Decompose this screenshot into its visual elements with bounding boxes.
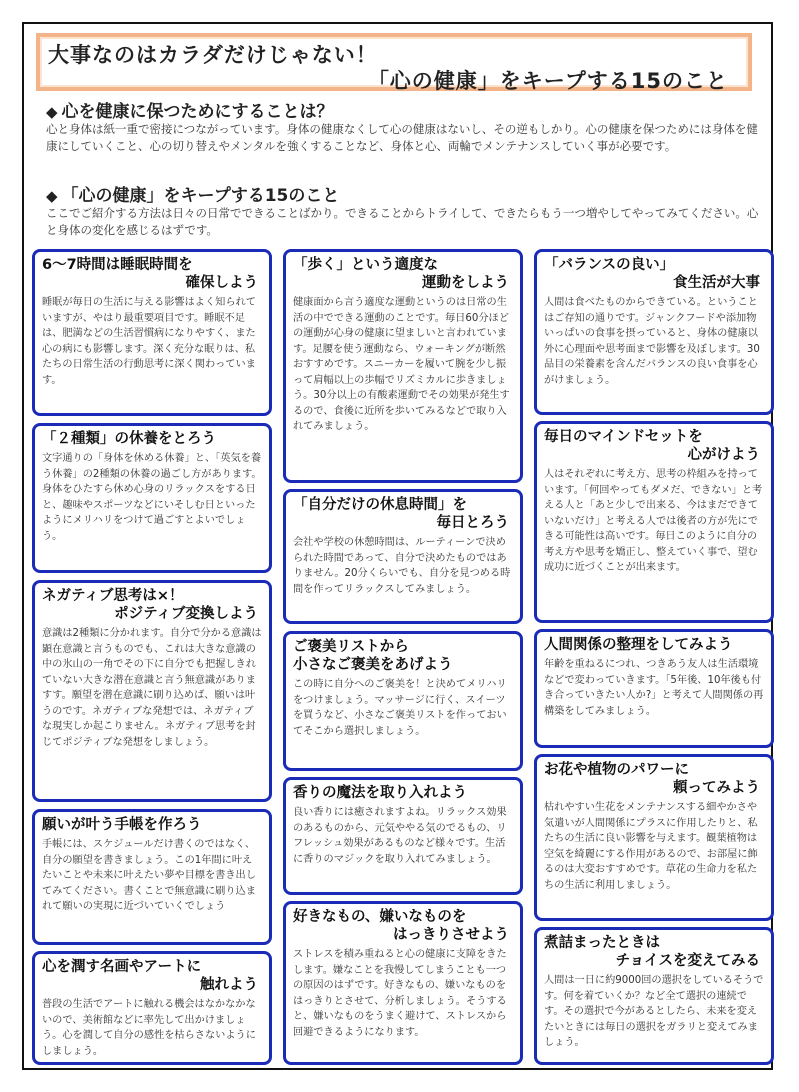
card-title-line-1: 煮詰まったときは — [544, 935, 660, 951]
card-body: 良い香りには癒されますよね。リラックス効果のあるものから、元気ややる気のでるもの、リフレッシュ効果があるものなど様々です。生活に香りのマジックを取り入れてみましょう。 — [293, 807, 507, 865]
card-relations — [534, 629, 774, 748]
title-banner — [36, 33, 752, 91]
card-notebook — [32, 809, 272, 945]
card-rest — [32, 423, 272, 573]
card-title — [293, 908, 513, 944]
card-title — [544, 428, 764, 464]
card-title-line-1: 人間関係の整理をしてみよう — [544, 637, 733, 653]
card-body: 普段の生活でアートに触れる機会はなかなかないので、美術館などに率先して出かけましょう。心を潤して自分の感性を枯らさないようにしましょう。 — [42, 999, 256, 1057]
section-text-1: 心と身体は紙一重で密接につながっています。身体の健康なくして心の健康はないし、その逆もしかり。心の健康を保つためには身体を健康にしていくこと、心の切り替えやメンタルを強くすることなど、身体と心、両輪でメンテナンスしていく事が必要です。 — [46, 122, 758, 153]
title-line-2: 「心の健康」をキープする15のこと — [367, 69, 728, 93]
card-body: 手帳には、スケジュールだけ書くのではなく、自分の願望を書きましょう。この1年間に叶えたいことや未来に叶えたい夢や目標を書き出してみてください。書くことで無意識に刷り込まれて願いの実現に近づいていくでしょう — [42, 839, 256, 912]
card-title-line-2: 触れよう — [200, 977, 258, 993]
card-title-line-1: 「歩く」という適度な — [293, 257, 438, 273]
card-title-line-2: 頼ってみよう — [673, 780, 760, 796]
card-body: 枯れやすい生花をメンテナンスする細やかさや気遣いが人間関係にプラスに作用したりと、私たちの生活に良い影響を与えます。観葉植物は空気を綺麗にする作用があるので、お部屋に飾るのは大変おすすめです。草花の生命力を私たちの生活に利用しましょう。 — [544, 802, 758, 891]
card-title-line-2: 食生活が大事 — [673, 275, 760, 291]
card-title-line-1: 「バランスの良い」 — [544, 257, 675, 273]
card-mindset — [534, 421, 774, 623]
card-body: 人間は食べたものからできている。ということはご存知の通りです。ジャンクフードや添加物いっぱいの食事を摂っていると、身体の健康以外に心理面や思考面まで影響を及ぼします。30品目の栄養素を含んだバランスの良い食事を心がけましょう。 — [544, 297, 760, 386]
card-title-line-2: チョイスを変えてみる — [615, 953, 760, 969]
card-body: 年齢を重ねるにつれ、つきあう友人は生活環境などで変わっていきます。「5年後、10年後も付き合っていきたい人か?」と考えて人間関係の再構築をしてみましょう。 — [544, 659, 764, 717]
card-body: 会社や学校の休憩時間は、ルーティーンで決められた時間であって、自分で決めたものではありません。20分くらいでも、自分を見つめる時間を作ってリラックスしてみましょう。 — [293, 537, 511, 595]
card-walk — [283, 249, 523, 483]
section-heading-1 — [46, 97, 334, 122]
card-title-line-1: 香りの魔法を取り入れよう — [293, 785, 467, 801]
card-title — [544, 256, 764, 292]
card-art — [32, 951, 272, 1065]
card-title — [42, 587, 262, 623]
card-positive — [32, 580, 272, 802]
card-body: ストレスを積み重ねると心の健康に支障をきたします。嫌なことを我慢してしまうことも一つの原因のはずです。好きなもの、嫌いなものをはっきりとさせて、分析しましょう。そうすると、嫌いなものをうまく避けて、ストレスから回避できるようになります。 — [293, 949, 507, 1038]
card-title — [42, 430, 262, 448]
card-title-line-1: ネガティブ思考は×！ — [42, 588, 184, 604]
card-title — [293, 638, 513, 674]
card-body: 意識は2種類に分かれます。自分で分かる意識は顕在意識と言うものでも、これは大きな意識の中の氷山の一角でその下に自分でも把握しきれていない大きな潜在意識と言う無意識がありますす。願望を潜在意識に刷り込めば、願いは叶うのです。ネガティブな発想では、ネガティブな現実しか起こりません。ネガティブ思考を封じてポジティブな発想をしましょう。 — [42, 628, 262, 748]
card-body: 人間は一日に約9000回の選択をしているそうです。何を着ていくか？など全て選択の連続です。その選択で今があるとしたら、未来を変えたいときには毎日の選択をガラリと変えてみましょう。 — [544, 975, 764, 1048]
card-title — [293, 496, 513, 532]
card-title-line-1: 毎日のマインドセットを — [544, 429, 703, 445]
section-text-2: ここでご紹介する方法は日々の日常でできることばかり。できることからトライして、できたらもう一つ増やしてやってみてください。心と身体の変化を感じるはずです。 — [46, 206, 759, 237]
card-title — [544, 934, 764, 970]
card-title-line-1: 心を潤す名画やアートに — [42, 959, 202, 975]
card-title — [42, 816, 262, 834]
card-title — [42, 958, 262, 994]
card-title-line-2: はっきりさせよう — [393, 927, 509, 943]
card-title — [293, 784, 513, 802]
card-aroma — [283, 777, 523, 895]
diamond-bullet-icon: ◆ — [46, 103, 58, 121]
card-reward — [283, 631, 523, 771]
card-choice — [534, 927, 774, 1065]
card-title-line-2: ポジティブ変換しよう — [114, 606, 258, 622]
card-title-line-1: 「２種類」の休養をとろう — [42, 431, 216, 447]
card-title — [544, 761, 764, 797]
card-plants — [534, 754, 774, 921]
section-heading-2 — [46, 181, 339, 206]
card-title-line-2: 確保しよう — [185, 275, 258, 291]
card-title — [544, 636, 764, 654]
card-sleep — [32, 249, 272, 416]
card-diet — [534, 249, 774, 415]
card-body: 文字通りの「身体を休める休養」と、「英気を養う休養」の2種類の休養の過ごし方があります。身体をひたすら休め心身のリラックスをする日と、趣味やスポーツなどにいそしむ日といったようにメリハリをつけて過ごすとよいでしょう。 — [42, 453, 262, 542]
card-body: 人はそれぞれに考え方、思考の枠組みを持っています。「何回やってもダメだ、できない」と考える人と「あと少しで出来る、今はまだできていないだけ」と考える人では後者の方が先にできる可能性は高いです。毎日このように自分の考え方や思考を矯正し、整えていく事で、望む成功に近づくことが出来ます。 — [544, 469, 763, 573]
card-body: この時に自分へのご褒美を！と決めてメリハリをつけましょう。マッサージに行く、スイーツを買うなど、小さなご褒美リストを作っておいてそこから選択しましょう。 — [293, 679, 507, 737]
card-title-line-2: 毎日とろう — [436, 515, 509, 531]
card-title-line-2: 運動をしよう — [422, 275, 509, 291]
section-heading-2-text: 「心の健康」をキープする15のこと — [61, 186, 340, 206]
title-line-1: 大事なのはカラダだけじゃない！ — [48, 43, 378, 67]
card-body: 健康面から言う適度な運動というのは日常の生活の中でできる運動のことです。毎日60分ほどの運動が心身の健康に望ましいと言われています。足腰を使う運動なら、ウォーキングが断然おすすめです。スニーカーを履いて腕を少し振って肩幅以上の歩幅でリズミカルに歩きましょう。30分以上の有酸素運動でその効果が発生するので、食後に近所を歩いてみるなどで取り入れてみましょう。 — [293, 297, 510, 432]
card-likes — [283, 901, 523, 1065]
card-title — [42, 256, 262, 292]
section-heading-1-text: 心を健康に保つためにすることは？ — [61, 102, 334, 122]
card-title — [293, 256, 513, 292]
card-title-line-1: 「自分だけの休息時間」を — [293, 497, 467, 513]
card-title-line-2: 小さなご褒美をあげよう — [293, 657, 453, 673]
card-title-line-1: お花や植物のパワーに — [544, 762, 689, 778]
card-breaktime — [283, 489, 523, 624]
card-title-line-1: 6～7時間は睡眠時間を — [42, 257, 193, 273]
card-title-line-1: ご褒美リストから — [293, 639, 409, 655]
card-body: 睡眠が毎日の生活に与える影響はよく知られていますが、やはり最重要項目です。睡眠不足は、肥満などの生活習慣病になりやすく、また心の病にも影響します。深く充分な眠りは、私たちの日常生活の行動思考に深く関わっています。 — [42, 297, 256, 386]
card-title-line-1: 好きなもの、嫌いなものを — [293, 909, 467, 925]
card-title-line-2: 心がけよう — [687, 447, 760, 463]
diamond-bullet-icon: ◆ — [46, 187, 58, 205]
card-title-line-1: 願いが叶う手帳を作ろう — [42, 817, 202, 833]
